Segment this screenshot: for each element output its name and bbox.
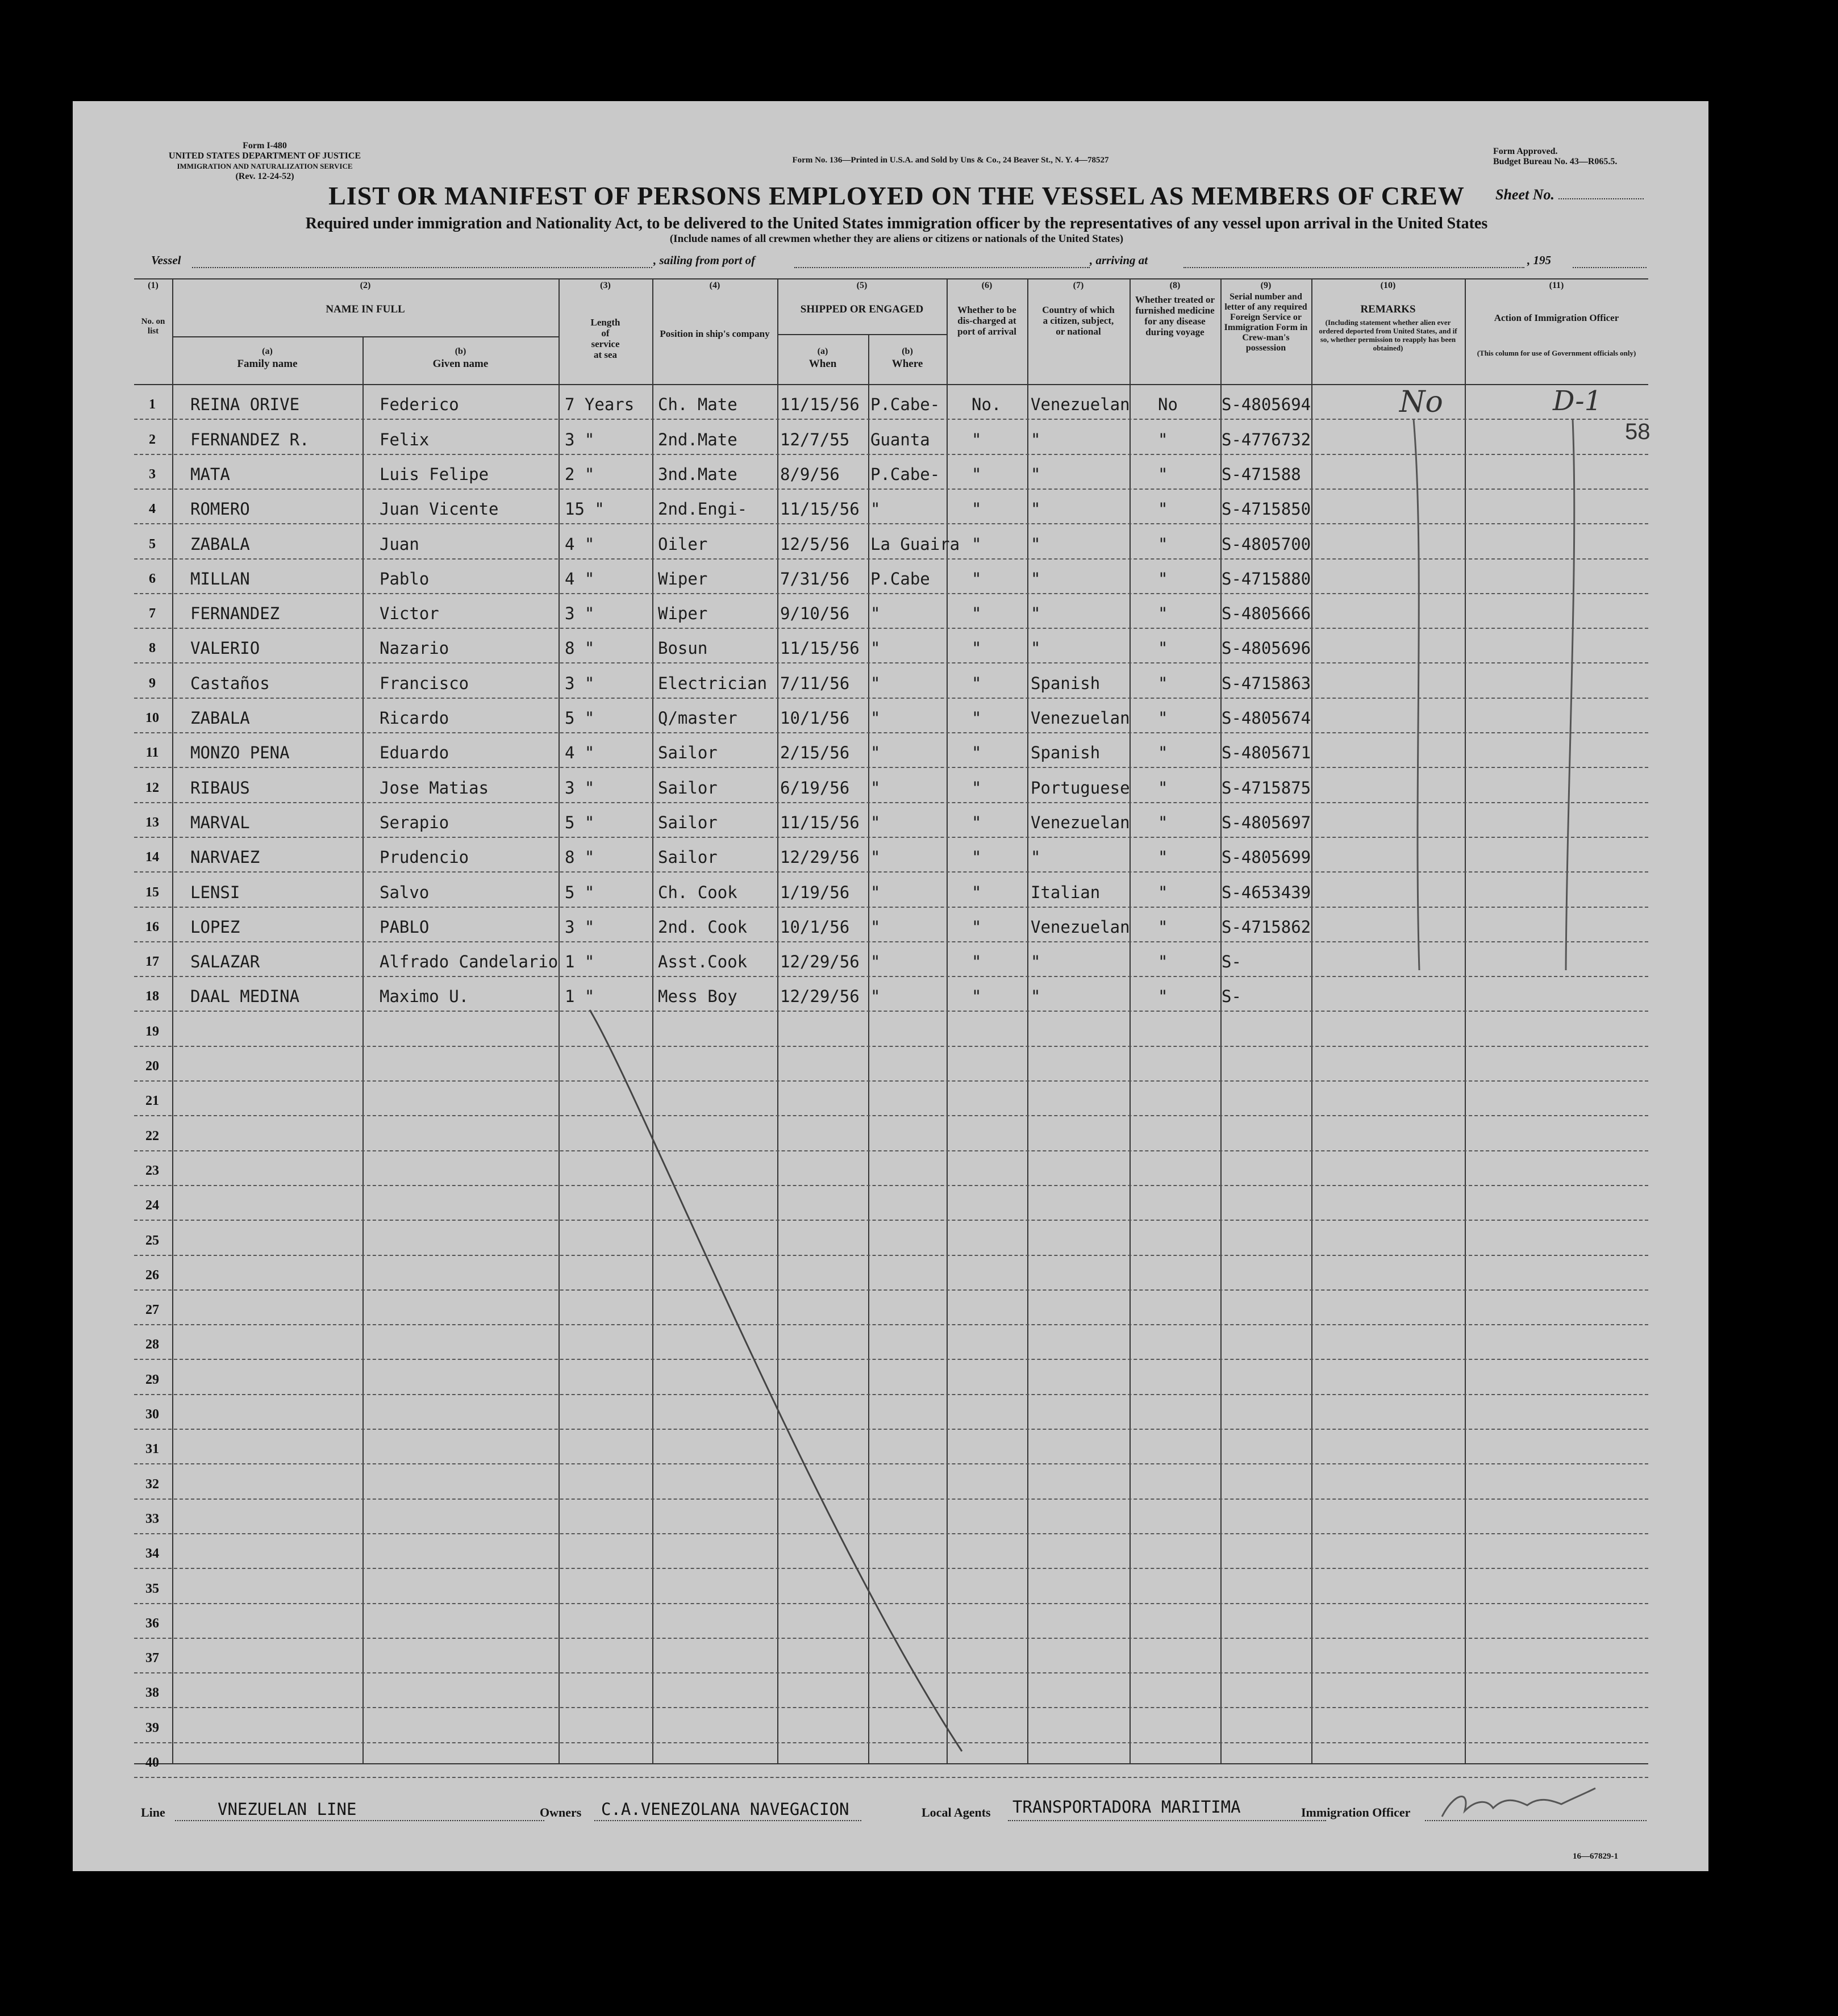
cell-service: 8 " [565, 848, 595, 867]
cell-position: 2nd.Mate [658, 429, 737, 449]
col1-header: No. on list [141, 317, 165, 336]
cell-service: 4 " [565, 569, 595, 588]
row-number: 8 [149, 641, 156, 656]
cell-family: ZABALA [190, 708, 250, 728]
cell-given: Eduardo [380, 743, 449, 763]
agents-field-rule [1008, 1820, 1326, 1821]
cell-family: MATA [190, 464, 230, 484]
row-number: 13 [145, 815, 159, 830]
cell-position: Wiper [658, 604, 708, 624]
row-number: 22 [145, 1128, 159, 1143]
cell-given: Alfrado Candelario [380, 952, 559, 972]
cell-service: 8 " [565, 638, 595, 658]
cell-position: Sailor [658, 848, 718, 867]
cell-country: " [1031, 464, 1041, 484]
cell-discharged: " [972, 534, 982, 554]
action-handwritten: D-1 [1553, 385, 1602, 417]
cell-when: 12/29/56 [780, 952, 860, 972]
row-number: 25 [145, 1233, 159, 1248]
cell-discharged: " [972, 673, 982, 693]
cell-when: 2/15/56 [780, 743, 850, 763]
cell-serial: S-4805674 [1222, 708, 1311, 728]
cell-given: Ricardo [380, 708, 449, 728]
cell-discharged: " [972, 848, 982, 867]
cell-serial: S-4776732 [1222, 429, 1311, 449]
cell-country: Venezuelan [1031, 708, 1130, 728]
cell-service: 15 " [565, 499, 605, 519]
col2-header: NAME IN FULL [326, 303, 405, 315]
cell-where: " [870, 812, 881, 832]
col5-header: SHIPPED OR ENGAGED [800, 303, 924, 315]
col5a-letter: (a) [817, 347, 828, 356]
row-number: 36 [145, 1616, 159, 1631]
cell-when: 10/1/56 [780, 708, 850, 728]
col7-number: (7) [1073, 281, 1084, 290]
cell-family: NARVAEZ [190, 848, 260, 867]
cell-medicine: " [1158, 848, 1168, 867]
cell-family: RIBAUS [190, 778, 250, 798]
cell-country: Venezuelan [1031, 812, 1130, 832]
cell-given: Juan Vicente [380, 499, 499, 519]
cell-position: 3nd.Mate [658, 464, 737, 484]
cell-medicine: " [1158, 987, 1168, 1007]
cell-medicine: " [1158, 569, 1168, 588]
row-number: 14 [145, 850, 159, 865]
cell-serial: S-4715875 [1222, 778, 1311, 798]
cell-service: 2 " [565, 464, 595, 484]
cell-country: " [1031, 499, 1041, 519]
cell-serial: S-4715850 [1222, 499, 1311, 519]
col5b-header: Where [891, 358, 923, 370]
cell-service: 5 " [565, 708, 595, 728]
cell-serial: S- [1222, 987, 1241, 1007]
cell-position: Ch. Cook [658, 882, 737, 902]
cell-where: P.Cabe- [870, 464, 940, 484]
cell-country: " [1031, 429, 1041, 449]
row-number: 2 [149, 432, 156, 447]
cell-when: 11/15/56 [780, 395, 860, 415]
cell-given: Maximo U. [380, 987, 469, 1007]
cell-given: Federico [380, 395, 459, 415]
form-revision: (Rev. 12-24-52) [235, 172, 294, 181]
col5b-letter: (b) [902, 347, 913, 356]
officer-signature [1431, 1777, 1601, 1828]
cell-discharged: " [972, 952, 982, 972]
cell-country: " [1031, 604, 1041, 624]
cell-where: " [870, 882, 881, 902]
service-name: IMMIGRATION AND NATURALIZATION SERVICE [177, 162, 353, 170]
cell-serial: S-4805666 [1222, 604, 1311, 624]
line-value: VNEZUELAN LINE [218, 1800, 357, 1819]
cell-serial: S-4653439 [1222, 882, 1311, 902]
row-number: 31 [145, 1442, 159, 1457]
row-number: 4 [149, 502, 156, 517]
cell-when: 12/5/56 [780, 534, 850, 554]
row-number: 5 [149, 536, 156, 552]
cell-given: Pablo [380, 569, 430, 588]
cell-family: MILLAN [190, 569, 250, 588]
cell-serial: S-4805700 [1222, 534, 1311, 554]
cell-serial: S-4715880 [1222, 569, 1311, 588]
owners-label: Owners [540, 1805, 582, 1819]
cell-medicine: " [1158, 743, 1168, 763]
row-number: 6 [149, 571, 156, 586]
cell-medicine: " [1158, 778, 1168, 798]
remarks-handwritten: No [1399, 385, 1443, 419]
col11-number: (11) [1549, 281, 1564, 290]
cell-medicine: " [1158, 708, 1168, 728]
cell-serial: S-4715863 [1222, 673, 1311, 693]
cell-serial: S-4805697 [1222, 812, 1311, 832]
col9-number: (9) [1260, 281, 1272, 290]
cell-family: LENSI [190, 882, 240, 902]
col10-header: REMARKS [1360, 303, 1416, 315]
form-id: 16—67829-1 [1573, 1852, 1618, 1861]
cell-family: LOPEZ [190, 917, 240, 937]
printer-line: Form No. 136—Printed in U.S.A. and Sold by Uns & Co., 24 Beaver St., N. Y. 4—78527 [792, 156, 1109, 165]
cell-when: 1/19/56 [780, 882, 850, 902]
cell-medicine: " [1158, 673, 1168, 693]
arriving-label: , arriving at [1090, 253, 1148, 267]
cell-medicine: " [1158, 534, 1168, 554]
cell-where: " [870, 778, 881, 798]
cell-position: Oiler [658, 534, 708, 554]
cell-service: 5 " [565, 812, 595, 832]
cell-where: " [870, 604, 881, 624]
col10-note: (Including statement whether alien ever ordered deported from United States, and if so, whether permission to reapply has been obtained) [1319, 318, 1457, 352]
cell-serial: S-4805694 [1222, 395, 1311, 415]
cell-given: Juan [380, 534, 419, 554]
row-number: 9 [149, 675, 156, 691]
col2b-letter: (b) [455, 347, 466, 356]
col6-header: Whether to be dis-charged at port of arrival [957, 304, 1016, 337]
row-number: 38 [145, 1685, 159, 1701]
cell-where: P.Cabe- [870, 395, 940, 415]
cell-service: 4 " [565, 534, 595, 554]
cell-medicine: " [1158, 499, 1168, 519]
cell-country: Spanish [1031, 673, 1101, 693]
cell-position: Bosun [658, 638, 708, 658]
row-number: 11 [145, 745, 159, 761]
col1-number: (1) [148, 281, 159, 290]
cell-medicine: " [1158, 604, 1168, 624]
cell-medicine: " [1158, 917, 1168, 937]
cell-family: FERNANDEZ R. [190, 429, 310, 449]
col4-header: Position in ship's company [660, 328, 770, 339]
cell-serial: S-471588 [1222, 464, 1301, 484]
cell-when: 7/11/56 [780, 673, 850, 693]
cell-discharged: No. [972, 395, 1002, 415]
col7-header: Country of which a citizen, subject, or national [1042, 304, 1115, 337]
cell-service: 4 " [565, 743, 595, 763]
col11-header: Action of Immigration Officer [1494, 312, 1619, 323]
cell-given: Serapio [380, 812, 449, 832]
row-number: 18 [145, 989, 159, 1004]
cell-where: Guanta [870, 429, 930, 449]
cell-serial: S-4805671 [1222, 743, 1311, 763]
owners-field-rule [594, 1820, 861, 1821]
cell-service: 3 " [565, 604, 595, 624]
row-number: 30 [145, 1407, 159, 1422]
cell-country: Venezuelan [1031, 395, 1130, 415]
cell-family: FERNANDEZ [190, 604, 280, 624]
cell-where: " [870, 987, 881, 1007]
cell-service: 3 " [565, 917, 595, 937]
cell-when: 8/9/56 [780, 464, 840, 484]
cell-country: " [1031, 534, 1041, 554]
cell-where: La Guaira [870, 534, 960, 554]
cell-family: VALERIO [190, 638, 260, 658]
cell-where: " [870, 673, 881, 693]
cell-position: 2nd.Engi- [658, 499, 748, 519]
row-number: 35 [145, 1581, 159, 1596]
col11-note: (This column for use of Government officials only) [1477, 349, 1636, 357]
col2-number: (2) [360, 281, 371, 290]
cell-family: MONZO PENA [190, 743, 290, 763]
cell-where: " [870, 638, 881, 658]
row-number: 33 [145, 1511, 159, 1526]
cell-when: 11/15/56 [780, 638, 860, 658]
cell-medicine: " [1158, 812, 1168, 832]
cell-medicine: No [1158, 395, 1178, 415]
pencil-marks [73, 101, 1708, 1871]
cell-when: 7/31/56 [780, 569, 850, 588]
row-number: 28 [145, 1337, 159, 1353]
cell-country: " [1031, 638, 1041, 658]
cell-where: " [870, 708, 881, 728]
cell-where: " [870, 848, 881, 867]
cell-discharged: " [972, 743, 982, 763]
cell-discharged: " [972, 882, 982, 902]
col10-number: (10) [1380, 281, 1396, 290]
col4-number: (4) [709, 281, 720, 290]
col8-number: (8) [1169, 281, 1181, 290]
cell-country: Italian [1031, 882, 1101, 902]
subtitle: Required under immigration and Nationality Act, to be delivered to the United States immigration officer by the representatives of any vessel upon arrival in the United States [305, 215, 1488, 232]
cell-country: Spanish [1031, 743, 1101, 763]
row-number: 21 [145, 1093, 159, 1109]
row-number: 19 [145, 1024, 159, 1039]
cell-country: " [1031, 952, 1041, 972]
cell-service: 3 " [565, 429, 595, 449]
cell-given: Francisco [380, 673, 469, 693]
sheet-number-label: Sheet No. [1495, 186, 1554, 203]
col9-header: Serial number and letter of any required Foreign Service or Immigration Form in Crew-man's possession [1224, 292, 1308, 353]
cell-position: Q/master [658, 708, 737, 728]
cell-where: " [870, 743, 881, 763]
cell-serial: S-4805699 [1222, 848, 1311, 867]
cell-serial: S-4715862 [1222, 917, 1311, 937]
cell-position: Wiper [658, 569, 708, 588]
col8-header: Whether treated or furnished medicine for any disease during voyage [1135, 294, 1215, 337]
cell-position: Sailor [658, 812, 718, 832]
row-number: 15 [145, 884, 159, 900]
cell-medicine: " [1158, 882, 1168, 902]
department-name: UNITED STATES DEPARTMENT OF JUSTICE [168, 151, 361, 161]
manifest-sheet [73, 101, 1708, 1871]
cell-country: Portuguese [1031, 778, 1130, 798]
vessel-label: Vessel [151, 253, 181, 267]
col3-header: Length of service at sea [590, 317, 620, 360]
row-number: 40 [145, 1755, 159, 1770]
cell-family: ZABALA [190, 534, 250, 554]
margin-page-number: 58 [1625, 419, 1651, 444]
cell-medicine: " [1158, 429, 1168, 449]
cell-given: Luis Felipe [380, 464, 489, 484]
budget-bureau: Budget Bureau No. 43—R065.5. [1493, 157, 1618, 166]
cell-serial: S- [1222, 952, 1241, 972]
cell-given: Felix [380, 429, 430, 449]
cell-discharged: " [972, 569, 982, 588]
cell-discharged: " [972, 604, 982, 624]
row-number: 23 [145, 1163, 159, 1178]
cell-discharged: " [972, 987, 982, 1007]
col5a-header: When [808, 358, 837, 370]
cell-where: P.Cabe [870, 569, 930, 588]
row-number: 29 [145, 1372, 159, 1387]
cell-when: 12/29/56 [780, 848, 860, 867]
agents-value: TRANSPORTADORA MARITIMA [1012, 1797, 1241, 1817]
cell-family: DAAL MEDINA [190, 987, 300, 1007]
cell-discharged: " [972, 778, 982, 798]
cell-where: " [870, 499, 881, 519]
cell-discharged: " [972, 429, 982, 449]
col2b-header: Given name [432, 358, 489, 370]
form-approved: Form Approved. [1493, 147, 1558, 156]
cell-family: Castaños [190, 673, 270, 693]
cell-country: " [1031, 848, 1041, 867]
cell-where: " [870, 917, 881, 937]
cell-position: Sailor [658, 743, 718, 763]
sailing-label: , sailing from port of [653, 253, 756, 267]
form-number: Form I-480 [243, 141, 287, 151]
row-number: 32 [145, 1476, 159, 1492]
cell-when: 11/15/56 [780, 499, 860, 519]
cell-given: Salvo [380, 882, 430, 902]
cell-family: MARVAL [190, 812, 250, 832]
cell-when: 9/10/56 [780, 604, 850, 624]
cell-discharged: " [972, 708, 982, 728]
cell-service: 7 Years [565, 395, 635, 415]
cell-service: 3 " [565, 673, 595, 693]
row-number: 7 [149, 606, 156, 621]
row-number: 1 [149, 397, 156, 412]
col5-number: (5) [856, 281, 868, 290]
cell-when: 12/29/56 [780, 987, 860, 1007]
cell-when: 6/19/56 [780, 778, 850, 798]
row-number: 26 [145, 1267, 159, 1283]
line-field-rule [175, 1820, 544, 1821]
cell-when: 12/7/55 [780, 429, 850, 449]
cell-country: Venezuelan [1031, 917, 1130, 937]
cell-service: 1 " [565, 952, 595, 972]
col3-number: (3) [600, 281, 611, 290]
row-number: 16 [145, 919, 159, 934]
cell-discharged: " [972, 499, 982, 519]
cell-discharged: " [972, 464, 982, 484]
col2a-letter: (a) [262, 347, 273, 356]
cell-given: Jose Matias [380, 778, 489, 798]
row-number: 39 [145, 1720, 159, 1735]
cell-position: Mess Boy [658, 987, 737, 1007]
officer-label: Immigration Officer [1301, 1805, 1411, 1819]
row-number: 27 [145, 1303, 159, 1318]
page-title: LIST OR MANIFEST OF PERSONS EMPLOYED ON THE VESSEL AS MEMBERS OF CREW [328, 181, 1465, 210]
cell-position: 2nd. Cook [658, 917, 748, 937]
cell-service: 5 " [565, 882, 595, 902]
row-number: 17 [145, 954, 159, 970]
cell-country: " [1031, 569, 1041, 588]
col2a-header: Family name [237, 358, 298, 370]
cell-where: " [870, 952, 881, 972]
agents-label: Local Agents [922, 1805, 991, 1819]
row-number: 34 [145, 1546, 159, 1562]
col6-number: (6) [981, 281, 993, 290]
cell-discharged: " [972, 917, 982, 937]
cell-given: Victor [380, 604, 439, 624]
cell-when: 11/15/56 [780, 812, 860, 832]
cell-given: Prudencio [380, 848, 469, 867]
row-number: 24 [145, 1198, 159, 1213]
row-number: 12 [145, 780, 159, 795]
cell-service: 1 " [565, 987, 595, 1007]
cell-when: 10/1/56 [780, 917, 850, 937]
subtitle-note: (Include names of all crewmen whether they are aliens or citizens or nationals of the United States) [669, 233, 1124, 245]
cell-position: Sailor [658, 778, 718, 798]
cell-service: 3 " [565, 778, 595, 798]
row-number: 37 [145, 1651, 159, 1666]
cell-discharged: " [972, 812, 982, 832]
cell-discharged: " [972, 638, 982, 658]
cell-position: Asst.Cook [658, 952, 748, 972]
cell-medicine: " [1158, 464, 1168, 484]
line-label: Line [141, 1805, 165, 1819]
cell-medicine: " [1158, 952, 1168, 972]
cell-position: Electrician [658, 673, 768, 693]
cell-given: Nazario [380, 638, 449, 658]
row-number: 10 [145, 711, 159, 725]
owners-value: C.A.VENEZOLANA NAVEGACION [601, 1800, 849, 1819]
cell-country: " [1031, 987, 1041, 1007]
cell-family: REINA ORIVE [190, 395, 300, 415]
cell-medicine: " [1158, 638, 1168, 658]
row-number: 3 [149, 466, 156, 482]
cell-position: Ch. Mate [658, 395, 737, 415]
year-label: , 195 [1527, 253, 1551, 267]
cell-serial: S-4805696 [1222, 638, 1311, 658]
cell-family: ROMERO [190, 499, 250, 519]
cell-family: SALAZAR [190, 952, 260, 972]
row-number: 20 [145, 1059, 159, 1074]
cell-given: PABLO [380, 917, 430, 937]
